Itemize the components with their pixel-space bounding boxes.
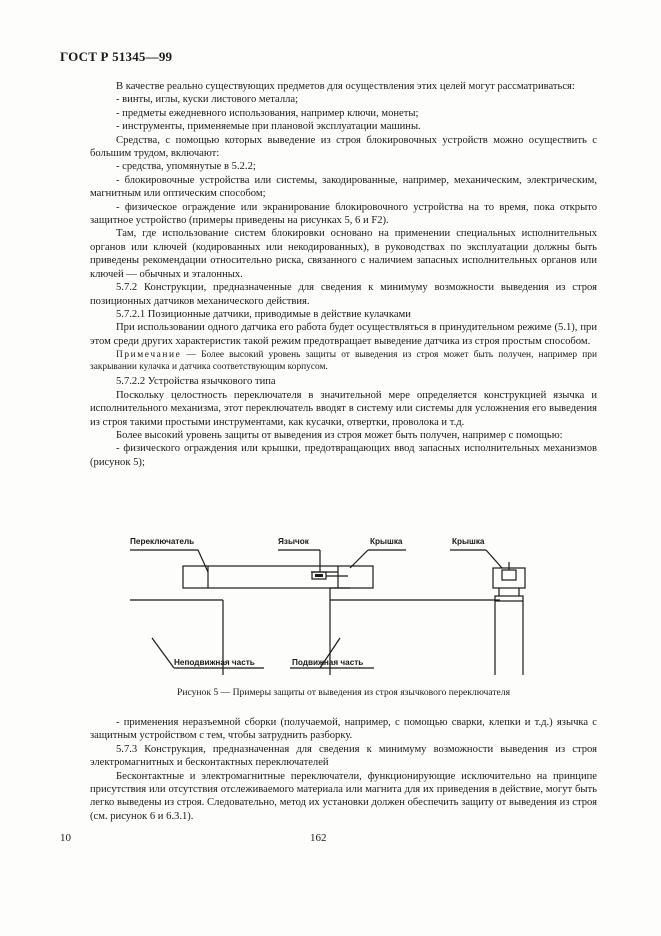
- switch-label: Переключатель: [130, 537, 195, 546]
- subsection-heading: 5.7.2.2 Устройства язычкового типа: [116, 376, 276, 388]
- list-item: - средства, упомянутые в 5.2.2;: [116, 161, 256, 173]
- note-text: — Более высокий уровень защиты от выведения из строя может быть получен, например при закрывании кулачка и датчика соответствующим корпусом.: [90, 350, 597, 372]
- paragraph: Бесконтактные и электромагнитные переключатели, функционирующие исключительно на принципе присутствия или отсутствия отслеживаемого материала или магнита для их приведения в действие, могут быть легко выведены из строя. Следовательно, метод их установки должен обеспечить защиту от выведения из строя (см. рисунок 6 и 6.3.1).: [90, 770, 597, 822]
- document-header: ГОСТ Р 51345—99: [60, 49, 173, 64]
- tongue-label: Язычок: [278, 537, 309, 546]
- paragraph: Средства, с помощью которых выведение из строя блокировочных устройств можно осуществить с большим трудом, включают:: [90, 134, 597, 160]
- subsection-heading: 5.7.2.1 Позиционные датчики, приводимые в действие кулачками: [116, 308, 411, 320]
- list-item: - применения неразъемной сборки (получаемой, например, с помощью сварки, клепки и т.д.) язычка с защитным устройством с тем, чтобы затруднить разборку.: [90, 717, 597, 742]
- figure-caption: Рисунок 5 — Примеры защиты от выведения из строя язычкового переключателя: [177, 687, 510, 698]
- note: [90, 350, 597, 373]
- figure-5: [90, 528, 597, 688]
- section-heading: 5.7.3 Конструкция, предназначенная для сведения к минимуму возможности выведения из строя электромагнитных и бесконтактных переключателей: [90, 743, 597, 769]
- list-item: - винты, иглы, куски листового металла;: [116, 94, 299, 106]
- cover-label: Крышка: [370, 537, 403, 546]
- paragraph: Поскольку целостность переключателя в значительной мере определяется конструкцией язычка и исполнительного механизма, этот переключатель вводят в систему или системы для усложнения его выведения из строя такими простыми инструментами, как кусачки, отвертки, проволока и т.д.: [90, 389, 597, 428]
- moving-part-label: Подвижная часть: [292, 658, 364, 667]
- paragraph: Там, где использование систем блокировки основано на применении специальных исполнительных органов или ключей (кодированных или некодированных), в руководствах по эксплуатации должны быть приведены рекомендации относительно риска, связанного с наличием запасных исполнительных органов или ключей — обычных и эталонных.: [90, 228, 597, 280]
- paragraph: Более высокий уровень защиты от выведения из строя может быть получен, например с помощью:: [116, 429, 563, 441]
- sheet-number: 162: [310, 832, 327, 844]
- list-item: - физическое ограждение или экранирование блокировочного устройства на то время, пока открыто защитное устройство (примеры приведены на рисунках 5, 6 и F2).: [90, 201, 597, 227]
- list-item: - блокировочные устройства или системы, закодированные, например, механическим, электрическим, магнитным или оптическим способом;: [90, 174, 597, 200]
- section-heading: 5.7.2 Конструкции, предназначенные для сведения к минимуму возможности выведения из строя позиционных датчиков механического действия.: [90, 282, 597, 307]
- cover-label: Крышка: [452, 537, 485, 546]
- list-item: - предметы ежедневного использования, например ключи, монеты;: [116, 107, 419, 119]
- list-item: - физического ограждения или крышки, предотвращающих ввод запасных исполнительных механизмов (рисунок 5);: [90, 443, 597, 468]
- paragraph: При использовании одного датчика его работа будет осуществляться в принудительном режиме (5.1), при этом среди других характеристик такой режим предотвращает выведение датчика из строя простым способом.: [90, 322, 597, 347]
- main-text-continued: [90, 716, 597, 823]
- note-label: Примечание: [116, 350, 182, 361]
- page-number: 10: [60, 832, 71, 844]
- main-text: [90, 80, 597, 469]
- list-item: - инструменты, применяемые при плановой эксплуатации машины.: [116, 121, 421, 133]
- paragraph: В качестве реально существующих предметов для осуществления этих целей могут рассматриваться:: [116, 81, 575, 92]
- fixed-part-label: Неподвижная часть: [174, 658, 255, 667]
